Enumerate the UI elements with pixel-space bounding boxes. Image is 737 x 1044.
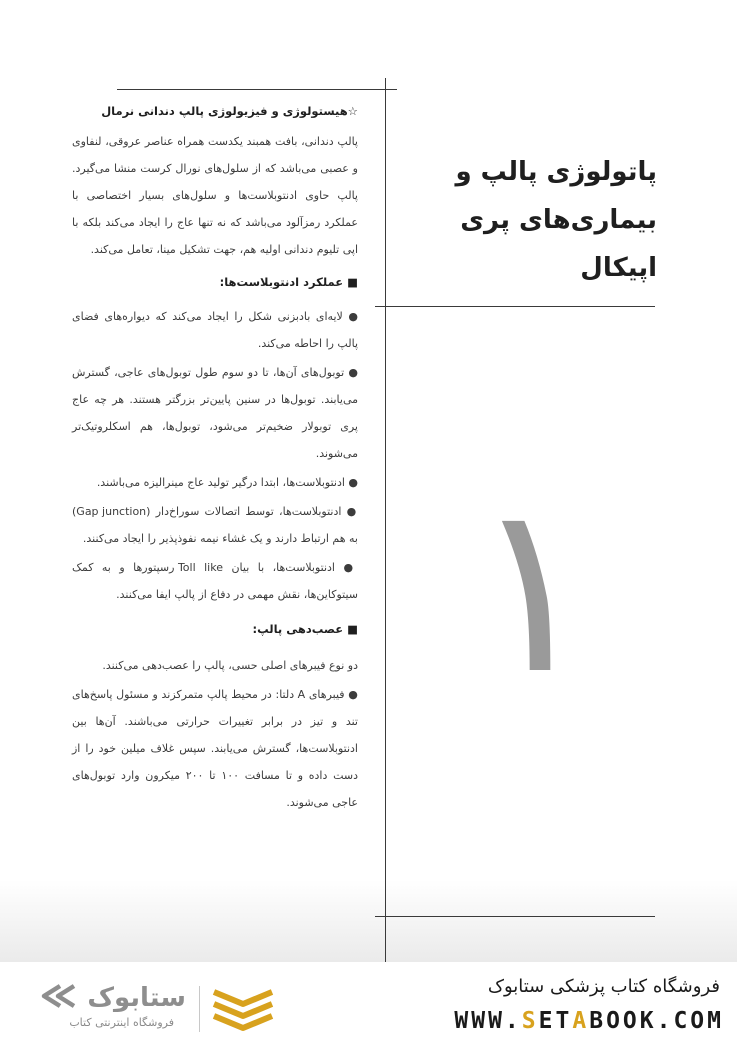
chapter-title-line2: بیماری‌های پری اپیکال xyxy=(460,205,657,283)
intro-paragraph: پالپ دندانی، بافت همبند یکدست همراه عناصر عروقی، لنفاوی و عصبی می‌باشد که از سلول‌های نورال کرست منشا می‌گیرد. پالپ حاوی ادنتوبلاست‌ها و سلول‌های بسیار اختصاصی با عملکرد رمزآلود می‌باشد که نه تنها عاج را ایجاد می‌کند بلکه با اپی تلیوم دندانی اولیه هم، جهت تشکیل مینا، تعامل می‌کند. xyxy=(72,135,358,256)
store-url-link[interactable] xyxy=(378,1008,724,1034)
url-letter-b: B xyxy=(589,1008,607,1034)
logo-wordmark[interactable] xyxy=(34,980,194,1012)
right-rule-lower xyxy=(375,916,655,917)
page-shadow xyxy=(0,880,737,962)
url-letter-t: T xyxy=(555,1008,573,1034)
logo-subtitle: فروشگاه اینترنتی کتاب xyxy=(69,1016,174,1029)
section-heading-innervation: ■ عصب‌دهی پالپ: xyxy=(252,622,358,636)
section-heading-odontoblast: ■ عملکرد ادنتوبلاست‌ها: xyxy=(219,275,358,289)
logo-text: ستابوک xyxy=(87,983,186,1012)
nerve-bullet-item: ● فیبرهای A دلتا: در محیط پالپ متمرکزند و مسئول پاسخ‌های تند و تیز در برابر تغییرات حرارتی می‌باشند. آن‌ها بین ادنتوبلاست‌ها، گسترش می‌یابند. سپس غلاف میلین خود را از دست داده و تا مسافت ۱۰۰ تا ۲۰۰ میکرون وارد توبول‌های عاجی می‌شوند. xyxy=(72,688,359,809)
bullet-item: ● لایه‌ای بادبزنی شکل را ایجاد می‌کند که دیواره‌های فضای پالپ را احاطه می‌کند. xyxy=(72,310,358,350)
store-name: فروشگاه کتاب پزشکی ستابوک xyxy=(487,976,720,997)
top-rule xyxy=(117,89,397,90)
nerve-intro-paragraph: دو نوع فیبرهای اصلی حسی، پالپ را عصب‌دهی می‌کنند. xyxy=(102,659,358,672)
chapter-title-line1: پاتولوژی پالپ و xyxy=(455,157,657,187)
url-suffix: OOK.COM xyxy=(606,1008,724,1034)
chapter-number: ۱ xyxy=(470,453,597,726)
url-prefix: WWW. xyxy=(454,1008,522,1034)
vertical-rule xyxy=(385,78,386,962)
url-letter-a: A xyxy=(572,1008,590,1034)
book-stack-icon[interactable] xyxy=(208,984,278,1034)
section-heading-histology: ☆هیستولوژی و فیزیولوژی پالپ دندانی نرمال xyxy=(101,104,358,118)
bullet-item: ● توبول‌های آن‌ها، تا دو سوم طول توبول‌های عاجی، گسترش می‌یابند. توبول‌ها در سنین پایین‌تر بزرگتر هستند. هر چه عاج پری توبولار ضخیم‌تر می‌شود، توبول‌ها، هم اسکلروتیک‌تر می‌شوند. xyxy=(72,366,358,460)
url-letter-s: S xyxy=(521,1008,539,1034)
logo-wordmark-icon xyxy=(34,980,194,1012)
text-column xyxy=(72,98,358,818)
bullet-item: ● ادنتوبلاست‌ها، ابتدا درگیر تولید عاج مینرالیزه می‌باشند. xyxy=(96,476,358,489)
logo-divider xyxy=(199,986,200,1032)
right-rule-upper xyxy=(375,306,655,307)
bullet-item: ● ادنتوبلاست‌ها، با بیان Toll like رسپتورها و به کمک سیتوکاین‌ها، نقش مهمی در دفاع از پالپ ایفا می‌کنند. xyxy=(72,561,359,601)
bullet-item: ● ادنتوبلاست‌ها، توسط اتصالات سوراخ‌دار (Gap junction) به هم ارتباط دارند و یک غشاء نیمه نفوذپذیر را ایجاد می‌کنند. xyxy=(72,505,358,545)
url-letter-e: E xyxy=(538,1008,556,1034)
chapter-title xyxy=(392,148,657,292)
